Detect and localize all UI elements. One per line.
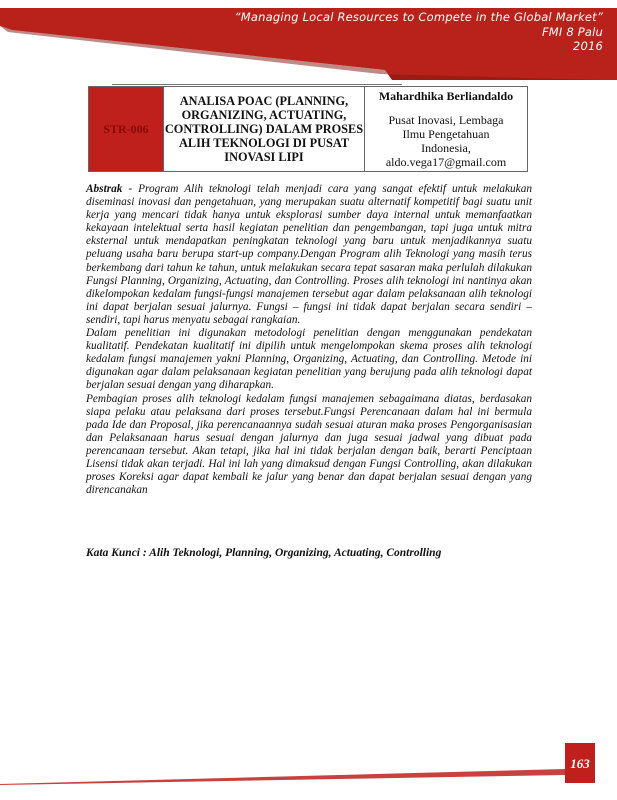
conference-header (235, 10, 603, 54)
footer-swoosh (0, 765, 565, 785)
conference-theme: “Managing Local Resources to Compete in the Global Market” (234, 10, 603, 24)
author-name: Mahardhika Berliandaldo (378, 89, 514, 103)
author-cell (365, 87, 528, 172)
abstract (86, 183, 532, 497)
keywords: Kata Kunci : Alih Teknologi, Planning, Organizing, Actuating, Controlling (86, 547, 442, 559)
abstract-paragraph-1 (86, 183, 532, 327)
title-line: ORGANIZING, ACTUATING, (181, 108, 347, 122)
abstract-paragraph-2: Dalam penelitian ini digunakan metodologi penelitian dengan menggunakan pendekatan kualitatif. Pendekatan kualitatif ini dipilih untuk mengelompokan skema proses alih teknologi kedalam fungsi manajemen yakni Planning, Organizing, Actuating, dan Controlling. Metode ini digunakan agar dalam pelaksanaan kegiatan penelitian yang berujung pada alih teknologi dapat berjalan sesuai dengan yang diharapkan. (86, 327, 532, 392)
affiliation-line: Ilmu Pengetahuan (402, 127, 490, 141)
paper-info-table (88, 86, 528, 172)
abstract-paragraph-3: Pembagian proses alih teknologi kedalam fungsi manajemen sebagaimana diatas, berdasakan siapa pelaku atau pelaksana dari proses tersebut.Fungsi Perencanaan dalam hal ini bermula pada Ide dan Proposal, jika perencanaannya sudah sesuai aturan maka proses Pengorganisasian dan Pelaksanaan harus sesuai dengan jalurnya dan juga sesuai jadwal yang dibuat pada perencanaan tersebut. Akan tetapi, jika hal ini tidak berjalan dengan baik, berarti Penciptaan Lisensi tidak akan terjadi. Hal ini lah yang dimaksud dengan Fungsi Controlling, akan dilakukan proses Koreksi agar dapat kembali ke jalur yang benar dan dapat berjalan sesuai dengan yang direncanakan (86, 392, 532, 497)
paper-code-cell (89, 87, 164, 172)
title-line: ANALISA POAC (PLANNING, (179, 94, 349, 108)
title-line: INOVASI LIPI (224, 150, 304, 164)
author-email: aldo.vega17@gmail.com (385, 155, 507, 169)
page-number: 163 (570, 756, 590, 771)
affiliation-line: Indonesia, (421, 141, 471, 155)
affiliation-line: Pusat Inovasi, Lembaga (388, 113, 504, 127)
abstract-text: - Program Alih teknologi telah menjadi cara yang sangat efektif untuk melakukan diseminasi inovasi dan pengetahuan, yang merupakan suatu alternatif kompetitif bagi suatu unit kerja yang mencari tidak hanya untuk eksplorasi sumber daya internal untuk memanfaatkan kekayaan intelektual serta hasil kegiatan penelitian dan pengembangan, tapi juga untuk mitra eksternal untuk mendapatkan peningkatan teknologi yang baru untuk menjadikannya suatu peluang usaha baru berupa start-up company.Dengan Program alih Teknologi yang masih terus berkembang dari tahun ke tahun, untuk melakukan secara tepat sasaran maka perlulah dilakukan Fungsi Planning, Organizing, Actuating, dan Controlling. Proses alih teknologi ini nantinya akan dikelompokan kedalam fungsi-fungsi manajemen tersebut agar dalam pelaksanaan alih teknologi ini dapat berjalan sesuai jalurnya. Fungsi – fungsi ini tidak dapat berjalan secara sendiri – sendiri, tapi harus menyatu sebagai rangkaian. (86, 183, 532, 326)
top-rule (112, 84, 402, 85)
title-line: CONTROLLING) DALAM PROSES (164, 122, 364, 136)
abstract-label: Abstrak (86, 183, 123, 195)
paper-code: STR-006 (103, 121, 149, 136)
conference-year: 2016 (572, 39, 603, 53)
conference-name: FMI 8 Palu (541, 24, 603, 39)
paper-title (164, 87, 365, 172)
title-line: ALIH TEKNOLOGI DI PUSAT (178, 136, 350, 150)
